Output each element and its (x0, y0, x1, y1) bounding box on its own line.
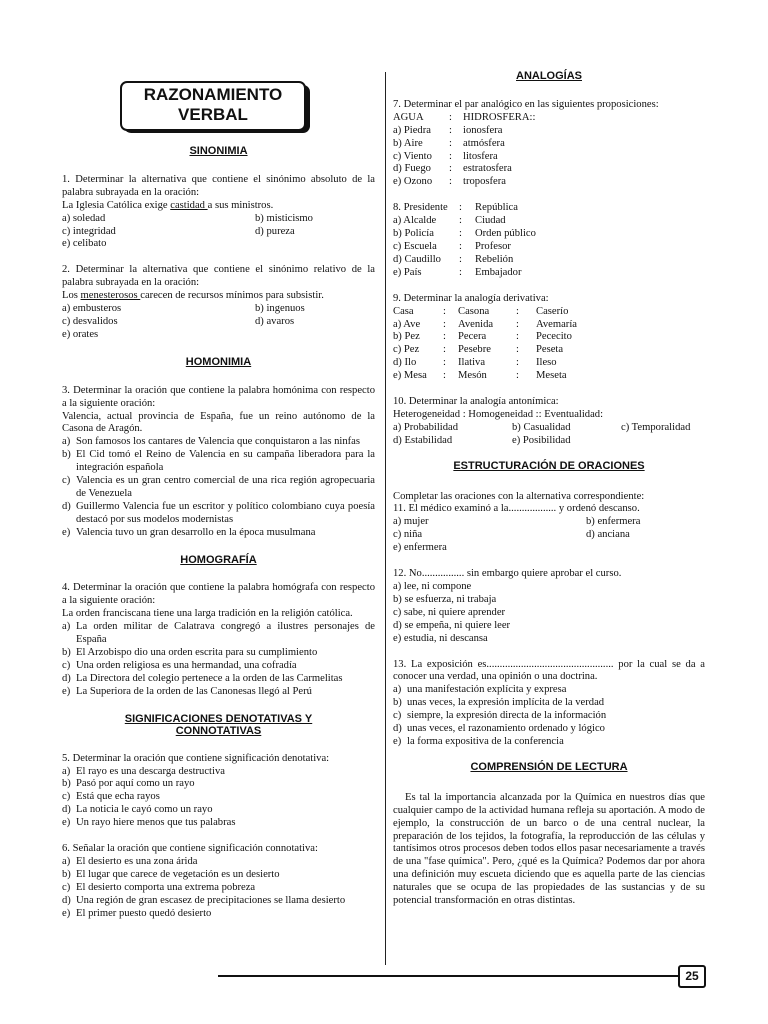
q9-cell: Casa (393, 305, 414, 317)
option-text: La noticia le cayó como un rayo (76, 804, 213, 816)
option-label: e) (62, 817, 71, 829)
question-12 (393, 568, 705, 645)
option-text: El lugar que carece de vegetación es un desierto (76, 868, 280, 880)
option-label: d) (393, 723, 402, 735)
q9-cell: Pecera (458, 331, 487, 343)
q1-option-d: d) pureza (255, 225, 295, 237)
option-text: Guillermo Valencia fue un escritor y político colombiano cuya poesía destacó por sus modelos modernistas (76, 500, 375, 525)
q6-option-b (62, 869, 375, 882)
option-text: Está que echa rayos (76, 791, 160, 803)
option-text: El rayo es una descarga destructiva (76, 765, 225, 777)
q13-option-c (393, 710, 705, 723)
q9-stem: 9. Determinar la analogía derivativa: (393, 292, 549, 304)
q7-cell: troposfera (463, 176, 506, 188)
q8-cell: : (459, 253, 462, 265)
q1-sentence-pre: La Iglesia Católica exige (62, 199, 171, 211)
q13-options (393, 684, 705, 749)
q7-cell: : (449, 124, 452, 136)
q8-cell: : (459, 215, 462, 227)
option-text: unas veces, el razonamiento ordenado y lógico (407, 723, 605, 735)
significaciones-heading (62, 713, 375, 737)
q9-cell: Caserío (536, 305, 569, 317)
option-text: Una región de gran escasez de precipitaciones se llama desierto (76, 894, 346, 906)
question-7 (393, 99, 705, 189)
q6-option-d (62, 895, 375, 908)
question-13 (393, 659, 705, 749)
q9-rows (393, 306, 705, 383)
option-label: d) (62, 500, 71, 512)
q3-option-b (62, 449, 375, 475)
option-label: b) (62, 778, 71, 790)
comprension-heading: COMPRENSIÓN DE LECTURA (470, 760, 628, 773)
q9-cell: : (516, 357, 519, 369)
q7-cell: e) Ozono (393, 176, 433, 188)
q6-option-c (62, 882, 375, 895)
q7-cell: : (449, 150, 452, 162)
q9-cell: Ilativa (458, 357, 486, 369)
q1-stem: 1. Determinar la alternativa que contiene el sinónimo absoluto de la palabra subrayada en la oración: (62, 173, 375, 198)
option-label: c) (62, 659, 71, 671)
question-4 (62, 582, 375, 698)
q9-cell: Avemaría (536, 318, 577, 330)
q12-option-c: c) sabe, ni quiere aprender (393, 606, 506, 618)
q2-option-a: a) embusteros (62, 303, 122, 315)
q7-cell: : (449, 163, 452, 175)
option-text: El desierto es una zona árida (76, 855, 198, 867)
q9-cell: : (516, 331, 519, 343)
q7-cell: atmósfera (463, 137, 505, 149)
q2-stem: 2. Determinar la alternativa que contiene el sinónimo relativo de la palabra subrayada en la oración: (62, 264, 375, 289)
q4-option-a (62, 621, 375, 647)
q8-cell: República (475, 202, 518, 214)
q7-cell: estratosfera (463, 163, 512, 175)
estructuracion-heading: ESTRUCTURACIÓN DE ORACIONES (453, 459, 645, 472)
q9-cell: a) Ave (393, 318, 421, 330)
question-2 (62, 264, 375, 341)
q8-cell: Embajador (475, 266, 522, 278)
q7-cell: : (449, 111, 452, 123)
analogias-heading: ANALOGÍAS (516, 70, 582, 82)
q7-cell: HIDROSFERA:: (463, 111, 536, 123)
q9-cell: : (516, 305, 519, 317)
q9-cell: : (443, 370, 446, 382)
q1-sentence (62, 200, 375, 213)
option-label: e) (393, 735, 402, 747)
q8-rows (393, 202, 705, 279)
q3-options (62, 436, 375, 539)
q10-stem: 10. Determinar la analogía antonímica: (393, 396, 559, 408)
option-text: La Superiora de la orden de las Canonesas llegó al Perú (76, 685, 312, 697)
q10-option-e: e) Posibilidad (512, 434, 571, 446)
q10-option-c: c) Temporalidad (621, 421, 691, 433)
q12-option-a: a) lee, ni compone (393, 581, 472, 592)
q9-cell: : (443, 318, 446, 330)
q8-cell: Profesor (475, 240, 511, 252)
q6-options (62, 856, 375, 921)
q9-cell: Avenida (458, 318, 494, 330)
q11-option-e: e) enfermera (393, 542, 447, 554)
option-text: Son famosos los cantares de Valencia que conquistaron a las ninfas (76, 436, 360, 448)
q8-cell: Rebelión (475, 253, 514, 265)
title-line-1: RAZONAMIENTO (143, 85, 283, 104)
question-8 (393, 202, 705, 279)
q13-option-d (393, 723, 705, 736)
q9-cell: : (516, 318, 519, 330)
option-text: El Cid tomó el Reino de Valencia en su campaña liberadora para la integración española (76, 449, 375, 474)
option-text: El desierto comporta una extrema pobreza (76, 881, 256, 893)
estructuracion-intro: Completar las oraciones con la alternativa correspondiente: (393, 490, 645, 502)
q7-rows (393, 112, 705, 189)
option-label: a) (62, 765, 71, 777)
q2-underlined-word: menesterosos (80, 290, 141, 302)
q4-sentence: La orden franciscana tiene una larga tradición en la religión católica. (62, 608, 353, 620)
q5-option-a (62, 766, 375, 779)
significaciones-heading-line-2: CONNOTATIVAS (175, 724, 262, 737)
option-text: Valencia es un gran centro comercial de una rica región agropecuaria de Venezuela (76, 475, 375, 499)
q7-cell: a) Piedra (393, 124, 431, 136)
option-label: e) (62, 685, 71, 697)
q7-cell: : (449, 137, 452, 149)
q4-option-e (62, 686, 375, 699)
q8-cell: d) Caudillo (393, 253, 441, 265)
q12-stem: 12. No................ sin embargo quiere aprobar el curso. (393, 568, 622, 580)
title-line-2: VERBAL (178, 105, 248, 124)
option-label: d) (62, 672, 71, 684)
option-label: a) (62, 621, 71, 633)
option-text: La orden militar de Calatrava congregó a ilustres personajes de España (76, 621, 375, 646)
q8-cell: e) País (393, 266, 422, 278)
q1-option-a: a) soledad (62, 212, 106, 224)
option-label: e) (62, 907, 71, 919)
q8-cell: b) Policía (393, 228, 434, 240)
option-label: c) (393, 710, 402, 722)
q8-cell: : (459, 228, 462, 240)
q3-option-a (62, 436, 375, 449)
q9-cell: Casona (458, 305, 490, 317)
q9-cell: d) Ilo (393, 357, 417, 369)
q9-cell: b) Pez (393, 331, 420, 343)
q12-option-e: e) estudia, ni descansa (393, 632, 488, 644)
q2-sentence-pre: Los (62, 290, 81, 302)
q9-cell: : (443, 305, 446, 317)
option-text: Una orden religiosa es una hermandad, una cofradía (76, 659, 297, 671)
q4-stem: 4. Determinar la oración que contiene la palabra homógrafa con respecto a la siguiente oración: (62, 582, 375, 607)
title-box (120, 81, 310, 133)
q1-option-c: c) integridad (62, 225, 116, 237)
q2-option-e: e) orates (62, 328, 99, 340)
q5-option-d (62, 804, 375, 817)
reading-passage: Es tal la importancia alcanzada por la Química en nuestros días que cualquier campo de la actividad humana refleja su aportación. A modo de ejemplo, la construcción de un barco o de una central nuclear, la preparación de los tejidos, la fotografía, la reproducción de las células y tantísimos otros procesos deben todos ellos pasar necesariamente a través de una "fase química". Pero, ¿qué es la Química? Podemos dar por ahora una definición muy escueta diciendo que es aquella parte de las ciencias naturales que se ocupa de las propiedades de las sustancias y de su potencial transformación en otras distintas. (393, 791, 705, 907)
right-column (393, 70, 705, 908)
q9-cell: : (516, 370, 519, 382)
q1-sentence-post: a sus ministros. (207, 199, 274, 211)
q9-cell: : (516, 344, 519, 356)
homografia-heading: HOMOGRAFÍA (180, 553, 257, 566)
question-10 (393, 396, 705, 448)
q9-cell: Ileso (536, 357, 557, 369)
q9-cell: c) Pez (393, 344, 420, 356)
option-label: a) (62, 436, 71, 448)
option-text: la forma expositiva de la conferencia (407, 735, 564, 747)
q4-option-b (62, 647, 375, 660)
q4-option-c (62, 660, 375, 673)
q3-option-d (62, 501, 375, 527)
q10-option-a: a) Probabilidad (393, 421, 459, 433)
question-3 (62, 385, 375, 540)
q7-cell: : (449, 176, 452, 188)
option-text: unas veces, la expresión implícita de la verdad (407, 697, 605, 709)
q2-sentence-post: carecen de recursos mínimos para subsistir. (140, 290, 324, 302)
q3-sentence: Valencia, actual provincia de España, fue un reino autónomo de la Casona de Aragón. (62, 410, 375, 435)
q13-stem: 13. La exposición es................................................ por la cual se da a conocer una verdad, una opinión o una doctrina. (393, 658, 705, 683)
q9-cell: Meseta (536, 370, 567, 382)
q8-cell: : (459, 240, 462, 252)
option-label: b) (393, 697, 402, 709)
option-text: El Arzobispo dio una orden escrita para su cumplimiento (76, 647, 318, 658)
q9-cell: Peseta (536, 344, 564, 356)
q4-option-d (62, 673, 375, 686)
option-label: e) (62, 526, 71, 538)
q11-options (393, 516, 705, 555)
q6-stem: 6. Señalar la oración que contiene significación connotativa: (62, 843, 318, 855)
q9-cell: e) Mesa (393, 370, 427, 382)
q9-cell: Pececito (536, 331, 572, 343)
q3-stem: 3. Determinar la oración que contiene la palabra homónima con respecto a la siguiente oración: (62, 384, 375, 409)
q12-option-d: d) se empeña, ni quiere leer (393, 619, 511, 631)
q13-option-e (393, 736, 705, 749)
q13-option-b (393, 697, 705, 710)
q7-cell: ionosfera (463, 124, 503, 136)
homonimia-heading: HOMONIMIA (185, 355, 252, 368)
option-label: b) (62, 868, 71, 880)
option-label: d) (62, 894, 71, 906)
q12-option-b: b) se esfuerza, ni trabaja (393, 593, 497, 605)
option-text: Un rayo hiere menos que tus palabras (76, 817, 236, 829)
q7-cell: c) Viento (393, 150, 432, 162)
q3-option-e (62, 527, 375, 540)
q8-cell: Ciudad (475, 215, 506, 227)
q2-sentence (62, 290, 375, 303)
option-text: una manifestación explícita y expresa (407, 684, 567, 696)
left-column (62, 70, 375, 921)
q11-option-a: a) mujer (393, 516, 429, 528)
question-5 (62, 753, 375, 830)
q9-cell: : (443, 357, 446, 369)
q10-option-b: b) Casualidad (512, 421, 571, 433)
q9-cell: Pesebre (458, 344, 491, 356)
q11-option-c: c) niña (393, 529, 423, 541)
q7-cell: b) Aire (393, 137, 423, 149)
q10-option-d: d) Estabilidad (393, 434, 453, 446)
option-label: b) (62, 449, 71, 461)
q3-option-c (62, 475, 375, 501)
q2-option-b: b) ingenuos (255, 303, 305, 315)
option-label: b) (62, 647, 71, 658)
q8-cell: Orden público (475, 228, 536, 240)
q6-option-e (62, 908, 375, 921)
q5-option-e (62, 817, 375, 830)
footer-rule (218, 975, 678, 977)
column-divider (385, 72, 386, 965)
sinonimia-heading: SINONIMIA (189, 145, 248, 157)
question-6 (62, 843, 375, 920)
q1-underlined-word: castidad (170, 199, 208, 211)
q10-options (393, 422, 705, 448)
q9-cell: : (443, 344, 446, 356)
page-title (120, 81, 306, 131)
option-label: c) (62, 791, 71, 803)
q5-stem: 5. Determinar la oración que contiene significación denotativa: (62, 752, 330, 764)
q7-cell: d) Fuego (393, 163, 431, 175)
q2-options (62, 303, 375, 342)
q6-option-a (62, 856, 375, 869)
q11-stem: 11. El médico examinó a la.................. y ordenó descanso. (393, 503, 640, 515)
question-9 (393, 293, 705, 383)
option-label: a) (62, 855, 71, 867)
q8-cell: a) Alcalde (393, 215, 437, 227)
q5-option-c (62, 791, 375, 804)
q5-option-b (62, 778, 375, 791)
q8-cell: 8. Presidente (393, 202, 448, 214)
option-label: c) (62, 881, 71, 893)
q9-cell: Mesón (458, 370, 487, 382)
q1-option-b: b) misticismo (255, 212, 313, 224)
option-text: Valencia tuvo un gran desarrollo en la época musulmana (76, 526, 316, 538)
q2-option-d: d) avaros (255, 315, 295, 327)
option-text: La Directora del colegio pertenece a la orden de las Carmelitas (76, 672, 343, 684)
q10-pair: Heterogeneidad : Homogeneidad :: Eventualidad: (393, 408, 604, 420)
q7-cell: AGUA (393, 111, 424, 123)
option-text: El primer puesto quedó desierto (76, 907, 212, 919)
q1-options (62, 213, 375, 252)
q4-options (62, 621, 375, 698)
option-label: c) (62, 475, 71, 487)
q8-cell: c) Escuela (393, 240, 437, 252)
q7-stem: 7. Determinar el par analógico en las siguientes proposiciones: (393, 98, 659, 110)
option-text: siempre, la expresión directa de la información (407, 710, 607, 722)
significaciones-heading-line-1: SIGNIFICACIONES DENOTATIVAS Y (124, 712, 313, 725)
q8-cell: : (459, 202, 462, 214)
page-number: 25 (678, 965, 706, 988)
question-1 (62, 174, 375, 251)
q7-cell: litosfera (463, 150, 498, 162)
question-11 (393, 503, 705, 555)
option-label: a) (393, 684, 402, 696)
q8-cell: : (459, 266, 462, 278)
option-text: Pasó por aquí como un rayo (76, 778, 195, 790)
q5-options (62, 766, 375, 831)
option-label: d) (62, 804, 71, 816)
q11-option-b: b) enfermera (586, 516, 641, 528)
q2-option-c: c) desvalidos (62, 315, 118, 327)
q1-option-e: e) celibato (62, 238, 107, 250)
q9-cell: : (443, 331, 446, 343)
q13-option-a (393, 684, 705, 697)
q11-option-d: d) anciana (586, 529, 630, 541)
